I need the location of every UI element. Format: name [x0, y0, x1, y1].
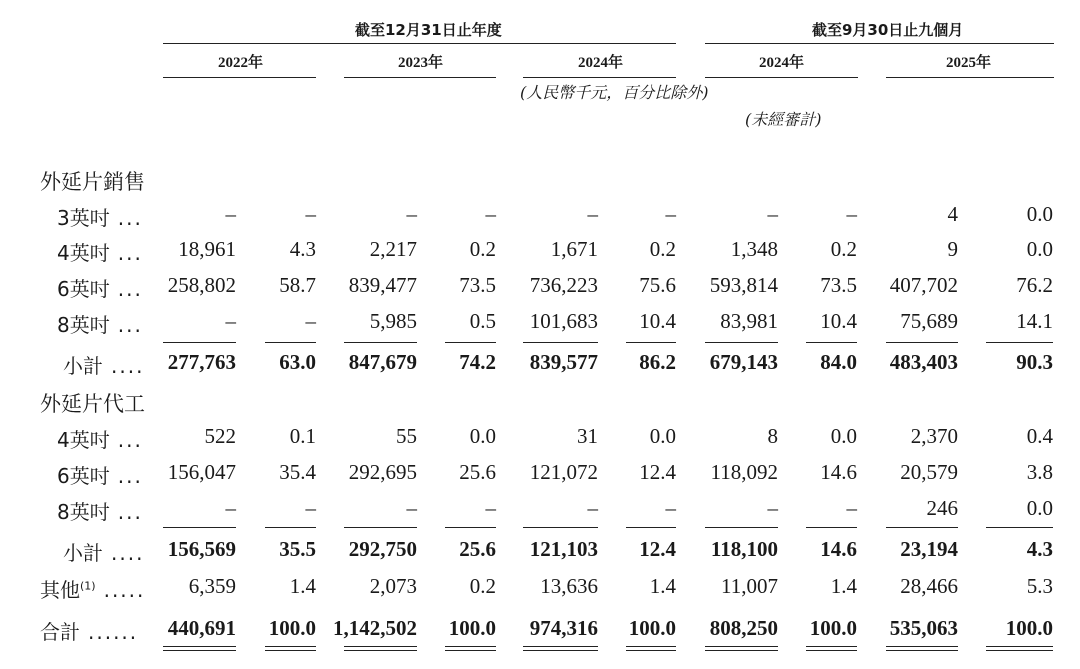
- table-cell: –: [305, 202, 316, 226]
- table-cell: 2,217: [369, 237, 417, 261]
- year-header-2022: 2022年: [218, 55, 264, 71]
- leader-dots: ...: [117, 464, 143, 488]
- leader-dots: ....: [111, 354, 145, 378]
- row-label-text: 6英吋: [57, 464, 110, 488]
- total-double-rule: [886, 646, 958, 647]
- table-cell: 2,073: [369, 574, 417, 598]
- table-cell: –: [587, 496, 598, 520]
- table-cell: 73.5: [459, 273, 496, 297]
- row-label-text: 3英吋: [57, 206, 110, 230]
- table-cell: 808,250: [709, 616, 778, 640]
- table-cell: 100.0: [809, 616, 857, 640]
- table-cell: 75,689: [900, 309, 958, 333]
- total-double-rule: [986, 646, 1053, 647]
- subtotal-rule: [705, 527, 778, 528]
- table-cell: 0.2: [469, 574, 496, 598]
- table-cell: 0.0: [1026, 496, 1053, 520]
- table-cell: 31: [577, 424, 598, 448]
- table-cell: 156,047: [167, 460, 236, 484]
- table-cell: 35.5: [279, 537, 316, 561]
- table-cell: 1.4: [649, 574, 676, 598]
- leader-dots: ......: [88, 620, 139, 644]
- table-cell: 0.0: [830, 424, 857, 448]
- table-cell: 28,466: [900, 574, 958, 598]
- total-double-rule: [163, 646, 236, 647]
- unit-note: (人民幣千元，百分比除外): [520, 83, 709, 102]
- footnote-marker: (1): [80, 579, 96, 593]
- year-rule-2022: [163, 77, 316, 78]
- table-cell: 118,092: [710, 460, 778, 484]
- year-rule-2024: [523, 77, 676, 78]
- year-header-2023: 2023年: [398, 55, 444, 71]
- subtotal-rule: [523, 527, 598, 528]
- table-cell: –: [665, 202, 676, 226]
- year-rule-2023: [344, 77, 496, 78]
- table-cell: 6,359: [188, 574, 236, 598]
- table-cell: 0.2: [469, 237, 496, 261]
- table-cell: –: [406, 496, 417, 520]
- table-cell: 535,063: [889, 616, 958, 640]
- year-header-2024-9m: 2024年: [759, 55, 805, 71]
- row-label-text: 8英吋: [57, 313, 110, 337]
- table-cell: 75.6: [639, 273, 676, 297]
- subtotal-rule: [986, 342, 1053, 343]
- table-cell: 25.6: [459, 537, 496, 561]
- table-cell: –: [485, 202, 496, 226]
- total-double-rule: [806, 646, 857, 647]
- total-double-rule: [523, 650, 598, 651]
- table-cell: –: [767, 202, 778, 226]
- subtotal-rule: [344, 527, 417, 528]
- table-cell: 4: [947, 202, 958, 226]
- table-cell: 35.4: [279, 460, 316, 484]
- total-double-rule: [445, 646, 496, 647]
- subtotal-rule: [886, 342, 958, 343]
- subtotal-rule: [806, 527, 857, 528]
- year-rule-2025-9m: [886, 77, 1054, 78]
- row-label-text: 小計: [63, 541, 103, 565]
- table-cell: 76.2: [1016, 273, 1053, 297]
- table-cell: 407,702: [889, 273, 958, 297]
- table-cell: –: [305, 309, 316, 333]
- row-label-text: 8英吋: [57, 500, 110, 524]
- leader-dots: ....: [111, 541, 145, 565]
- table-cell: 101,683: [529, 309, 598, 333]
- table-cell: 100.0: [448, 616, 496, 640]
- leader-dots: ...: [117, 428, 143, 452]
- table-cell: 10.4: [820, 309, 857, 333]
- total-double-rule: [445, 650, 496, 651]
- total-double-rule: [265, 646, 316, 647]
- table-cell: –: [485, 496, 496, 520]
- table-cell: 58.7: [279, 273, 316, 297]
- table-cell: 156,569: [167, 537, 236, 561]
- table-cell: 0.5: [469, 309, 496, 333]
- table-cell: 0.1: [289, 424, 316, 448]
- table-cell: 73.5: [820, 273, 857, 297]
- table-cell: 5.3: [1026, 574, 1053, 598]
- table-cell: 1,671: [550, 237, 598, 261]
- total-double-rule: [265, 650, 316, 651]
- table-cell: 12.4: [639, 460, 676, 484]
- table-cell: 292,750: [348, 537, 417, 561]
- row-label-text: 小計: [63, 354, 103, 378]
- total-double-rule: [705, 650, 778, 651]
- leader-dots: .....: [103, 578, 146, 602]
- subtotal-rule: [344, 342, 417, 343]
- table-cell: 9: [947, 237, 958, 261]
- row-label-text: 4英吋: [57, 241, 110, 265]
- table-cell: 100.0: [268, 616, 316, 640]
- table-cell: 100.0: [628, 616, 676, 640]
- subtotal-rule: [886, 527, 958, 528]
- table-cell: –: [846, 202, 857, 226]
- table-cell: 483,403: [889, 350, 958, 374]
- table-cell: 1.4: [830, 574, 857, 598]
- table-cell: 522: [204, 424, 236, 448]
- table-cell: 121,103: [529, 537, 598, 561]
- subtotal-rule: [445, 527, 496, 528]
- table-cell: 3.8: [1026, 460, 1053, 484]
- total-double-rule: [986, 650, 1053, 651]
- total-double-rule: [705, 646, 778, 647]
- table-cell: 11,007: [721, 574, 778, 598]
- table-cell: 974,316: [529, 616, 598, 640]
- total-double-rule: [344, 646, 417, 647]
- table-cell: 25.6: [459, 460, 496, 484]
- total-double-rule: [523, 646, 598, 647]
- table-cell: 118,100: [710, 537, 778, 561]
- total-double-rule: [163, 650, 236, 651]
- year-header-2024: 2024年: [578, 55, 624, 71]
- year-rule-2024-9m: [705, 77, 858, 78]
- subtotal-rule: [986, 527, 1053, 528]
- subtotal-rule: [265, 342, 316, 343]
- table-cell: 121,072: [529, 460, 598, 484]
- table-cell: 679,143: [709, 350, 778, 374]
- table-cell: 1,142,502: [333, 616, 417, 640]
- table-cell: –: [587, 202, 598, 226]
- table-cell: –: [225, 309, 236, 333]
- table-cell: 1,348: [730, 237, 778, 261]
- subtotal-rule: [265, 527, 316, 528]
- subtotal-rule: [523, 342, 598, 343]
- table-cell: 847,679: [348, 350, 417, 374]
- section-title-sales: 外延片銷售: [40, 170, 145, 194]
- subtotal-rule: [626, 527, 676, 528]
- leader-dots: ...: [117, 206, 143, 230]
- table-cell: 0.0: [1026, 202, 1053, 226]
- total-double-rule: [626, 650, 676, 651]
- table-cell: 86.2: [639, 350, 676, 374]
- table-cell: 736,223: [529, 273, 598, 297]
- leader-dots: ...: [117, 241, 143, 265]
- table-cell: –: [665, 496, 676, 520]
- subtotal-rule: [806, 342, 857, 343]
- table-cell: 839,577: [529, 350, 598, 374]
- table-cell: 0.4: [1026, 424, 1053, 448]
- total-double-rule: [344, 650, 417, 651]
- table-cell: –: [225, 496, 236, 520]
- table-cell: 20,579: [900, 460, 958, 484]
- table-cell: 839,477: [348, 273, 417, 297]
- table-cell: –: [225, 202, 236, 226]
- table-cell: 0.2: [830, 237, 857, 261]
- total-double-rule: [886, 650, 958, 651]
- leader-dots: ...: [117, 500, 143, 524]
- subtotal-rule: [705, 342, 778, 343]
- table-cell: 84.0: [820, 350, 857, 374]
- table-cell: 0.2: [649, 237, 676, 261]
- total-double-rule: [806, 650, 857, 651]
- table-cell: 593,814: [709, 273, 778, 297]
- table-cell: 12.4: [639, 537, 676, 561]
- table-cell: –: [767, 496, 778, 520]
- section-title-foundry: 外延片代工: [40, 392, 145, 416]
- table-cell: 292,695: [348, 460, 417, 484]
- subtotal-rule: [163, 342, 236, 343]
- table-cell: 440,691: [167, 616, 236, 640]
- table-cell: 10.4: [639, 309, 676, 333]
- table-cell: 8: [767, 424, 778, 448]
- table-cell: 0.0: [469, 424, 496, 448]
- table-cell: 74.2: [459, 350, 496, 374]
- subtotal-rule: [626, 342, 676, 343]
- table-cell: 83,981: [720, 309, 778, 333]
- table-cell: 18,961: [178, 237, 236, 261]
- row-label-text: 合計: [40, 620, 80, 644]
- year-header-2025-9m: 2025年: [946, 55, 992, 71]
- table-cell: 1.4: [289, 574, 316, 598]
- table-cell: 0.0: [649, 424, 676, 448]
- table-cell: 258,802: [167, 273, 236, 297]
- total-double-rule: [626, 646, 676, 647]
- table-cell: 23,194: [900, 537, 958, 561]
- table-cell: 14.1: [1016, 309, 1053, 333]
- row-label-text: 4英吋: [57, 428, 110, 452]
- subtotal-rule: [163, 527, 236, 528]
- table-cell: 246: [926, 496, 958, 520]
- row-label-text: 其他: [40, 578, 80, 602]
- table-cell: 277,763: [167, 350, 236, 374]
- table-cell: –: [406, 202, 417, 226]
- group-rule-2: [705, 43, 1054, 44]
- group-title-year-end: 截至12月31日止年度: [355, 21, 502, 39]
- subtotal-rule: [445, 342, 496, 343]
- group-title-nine-months: 截至9月30日止九個月: [812, 21, 964, 39]
- table-cell: 14.6: [820, 460, 857, 484]
- table-cell: 4.3: [1026, 537, 1053, 561]
- group-rule-1: [163, 43, 676, 44]
- unaudited-note: (未經審計): [745, 110, 822, 129]
- table-cell: 100.0: [1005, 616, 1053, 640]
- table-cell: –: [305, 496, 316, 520]
- table-cell: 13,636: [540, 574, 598, 598]
- leader-dots: ...: [117, 277, 143, 301]
- table-cell: 2,370: [910, 424, 958, 448]
- table-cell: 5,985: [369, 309, 417, 333]
- table-cell: 4.3: [289, 237, 316, 261]
- table-cell: 0.0: [1026, 237, 1053, 261]
- table-cell: –: [846, 496, 857, 520]
- table-cell: 55: [396, 424, 417, 448]
- table-cell: 14.6: [820, 537, 857, 561]
- table-cell: 63.0: [279, 350, 316, 374]
- leader-dots: ...: [117, 313, 143, 337]
- row-label-text: 6英吋: [57, 277, 110, 301]
- table-cell: 90.3: [1016, 350, 1053, 374]
